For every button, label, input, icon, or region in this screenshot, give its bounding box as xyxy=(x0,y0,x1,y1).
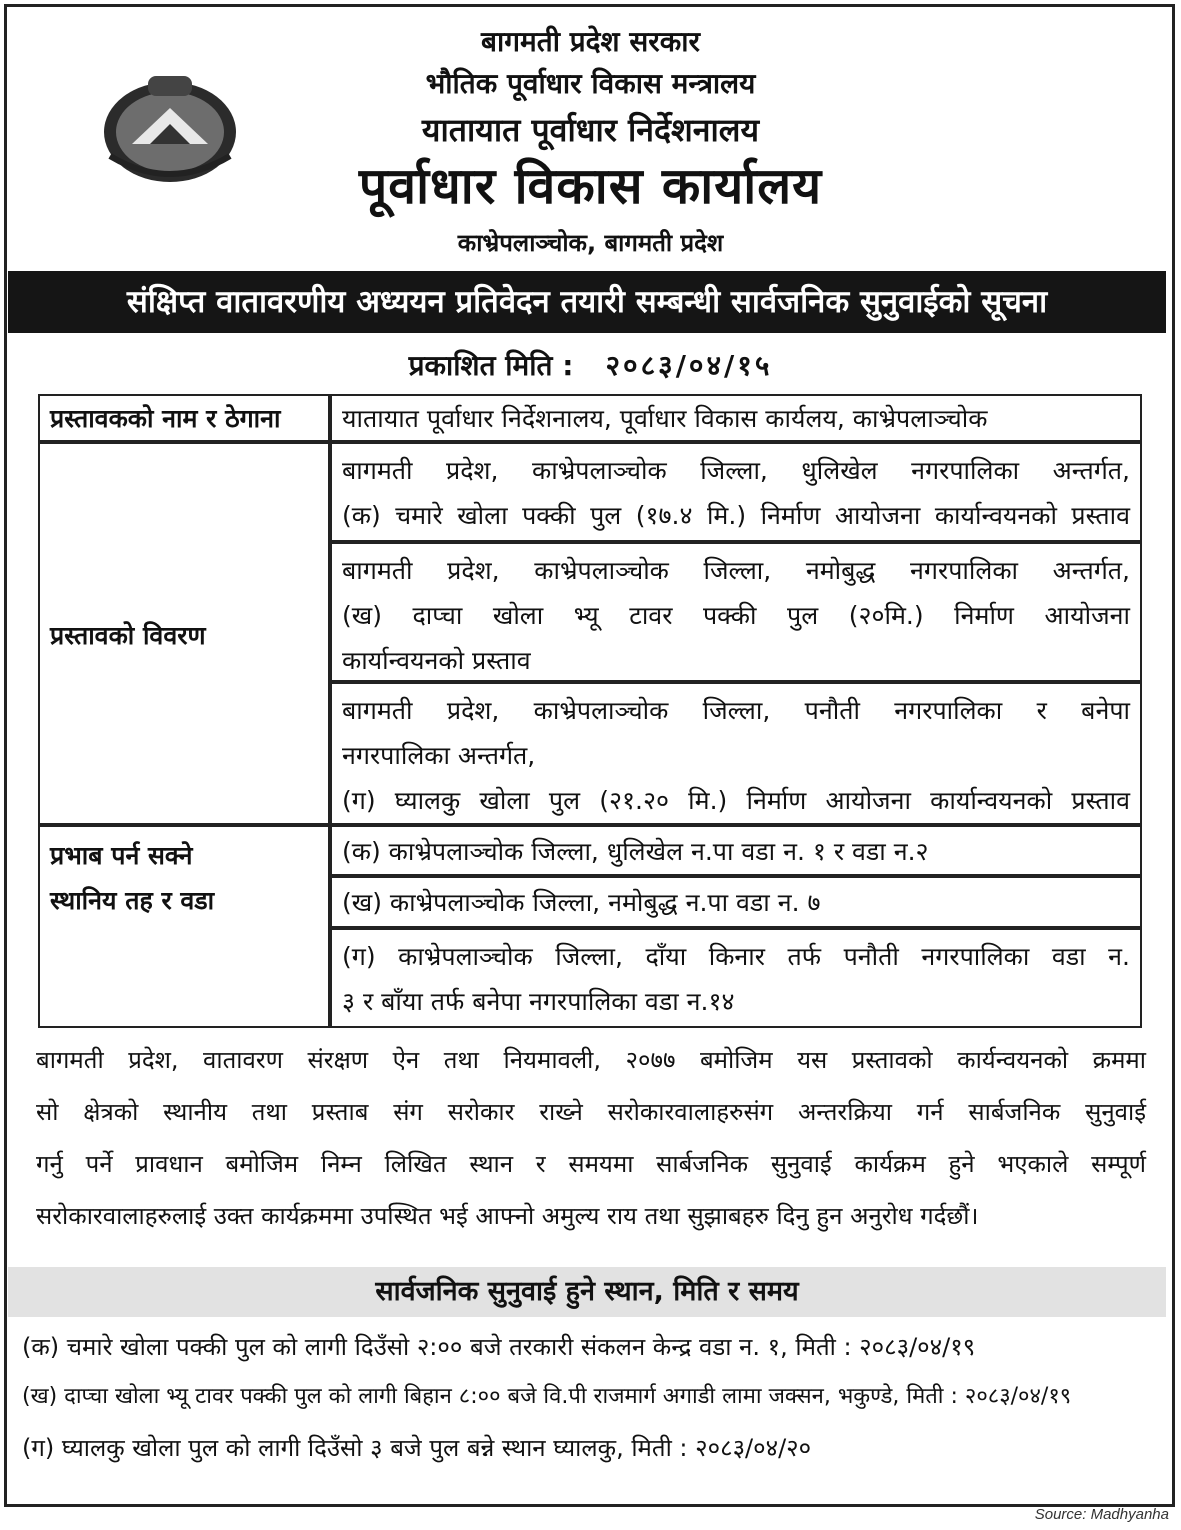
description-text: कार्यान्वयनको प्रस्ताव xyxy=(342,646,531,675)
venue-item: (ख) दाप्चा खोला भ्यू टावर पक्की पुल को लागी बिहान ८:०० बजे वि.पी राजमार्ग अगाडी लामा जक्सन, भकुण्डे, मिती : २०८३/०४/१९ xyxy=(22,1384,1072,1409)
paragraph-line: सरोकारवालाहरुलाई उक्त कार्यक्रममा उपस्थित भई आफ्नो अमुल्य राय तथा सुझाबहरु दिनु हुन अनुरोध गर्दछौं। xyxy=(36,1202,979,1230)
description-label: प्रस्तावको विवरण xyxy=(38,442,330,825)
affected-text: (ख) काभ्रेपलाञ्चोक जिल्ला, नमोबुद्ध न.पा वडा न. ७ xyxy=(342,888,821,917)
venue-item: (क) चमारे खोला पक्की पुल को लागी दिउँसो २:०० बजे तरकारी संकलन केन्द्र वडा न. १, मिती : २०८३/०४/१९ xyxy=(22,1333,976,1361)
affected-label xyxy=(38,825,330,1028)
header-line-1: बागमती प्रदेश सरकार xyxy=(481,25,700,58)
affected-label-line: स्थानिय तह र वडा xyxy=(50,886,215,915)
paragraph-line: बागमती प्रदेश, वातावरण संरक्षण ऐन तथा नियमावली, २०७७ बमोजिम यस प्रस्तावको कार्यन्वयनको क्रममा xyxy=(36,1046,1146,1074)
description-text: बागमती प्रदेश, काभ्रेपलाञ्चोक जिल्ला, धुलिखेल नगरपालिका अन्तर्गत, xyxy=(342,456,1130,485)
paragraph-line: सो क्षेत्रको स्थानीय तथा प्रस्ताब संग सरोकार राख्ने सरोकारवालाहरुसंग अन्तरक्रिया गर्न सार्बजनिक सुनुवाई xyxy=(36,1098,1146,1126)
description-text: (क) चमारे खोला पक्की पुल (१७.४ मि.) निर्माण आयोजना कार्यान्वयनको प्रस्ताव xyxy=(342,501,1130,530)
description-item xyxy=(330,542,1142,682)
published-date-value: २०८३/०४/१५ xyxy=(605,349,773,382)
affected-text: (ग) काभ्रेपलाञ्चोक जिल्ला, दाँया किनार तर्फ पनौती नगरपालिका वडा न. xyxy=(342,942,1130,971)
affected-item xyxy=(330,825,1142,876)
published-date xyxy=(0,346,1181,384)
description-text: बागमती प्रदेश, काभ्रेपलाञ्चोक जिल्ला, पनौती नगरपालिका र बनेपा xyxy=(342,696,1130,725)
affected-item xyxy=(330,876,1142,928)
paragraph-line: गर्नु पर्ने प्रावधान बमोजिम निम्न लिखित स्थान र समयमा सार्बजनिक सुनुवाई कार्यक्रम हुने भएकाले सम्पूर्ण xyxy=(36,1150,1146,1178)
published-label: प्रकाशित मिति : xyxy=(408,349,574,382)
description-item xyxy=(330,682,1142,825)
description-text: (ख) दाप्चा खोला भ्यू टावर पक्की पुल (२०मि.) निर्माण आयोजना xyxy=(342,601,1130,630)
source-credit: Source: Madhyanha xyxy=(1034,1506,1169,1523)
description-text: नगरपालिका अन्तर्गत, xyxy=(342,741,536,770)
office-address: काभ्रेपलाञ्चोक, बागमती प्रदेश xyxy=(457,229,724,257)
affected-text: (क) काभ्रेपलाञ्चोक जिल्ला, धुलिखेल न.पा वडा न. १ र वडा न.२ xyxy=(342,837,929,866)
office-name: पूर्वाधार विकास कार्यालय xyxy=(358,157,823,215)
notice-title: संक्षिप्त वातावरणीय अध्ययन प्रतिवेदन तयारी सम्बन्धी सार्वजनिक सुनुवाईको सूचना xyxy=(8,271,1166,333)
venue-heading: सार्वजनिक सुनुवाई हुने स्थान, मिति र समय xyxy=(8,1267,1166,1317)
description-text: (ग) घ्यालकु खोला पुल (२१.२० मि.) निर्माण आयोजना कार्यान्वयनको प्रस्ताव xyxy=(342,786,1130,815)
affected-item xyxy=(330,928,1142,1028)
affected-label-line: प्रभाब पर्न सक्ने xyxy=(50,841,193,870)
proponent-value: यातायात पूर्वाधार निर्देशनालय, पूर्वाधार विकास कार्यलय, काभ्रेपलाञ्चोक xyxy=(330,394,1142,442)
notice-paragraph xyxy=(36,1034,1146,1242)
affected-text: ३ र बाँया तर्फ बनेपा नगरपालिका वडा न.१४ xyxy=(342,987,735,1016)
proponent-label: प्रस्तावकको नाम र ठेगाना xyxy=(38,394,330,442)
description-item xyxy=(330,442,1142,542)
description-text: बागमती प्रदेश, काभ्रेपलाञ्चोक जिल्ला, नमोबुद्ध नगरपालिका अन्तर्गत, xyxy=(342,556,1130,585)
venue-item: (ग) घ्यालकु खोला पुल को लागी दिउँसो ३ बजे पुल बन्ने स्थान घ्यालकु, मिती : २०८३/०४/२० xyxy=(22,1434,812,1462)
header-line-3: यातायात पूर्वाधार निर्देशनालय xyxy=(421,111,760,149)
header-line-2: भौतिक पूर्वाधार विकास मन्त्रालय xyxy=(425,67,756,100)
